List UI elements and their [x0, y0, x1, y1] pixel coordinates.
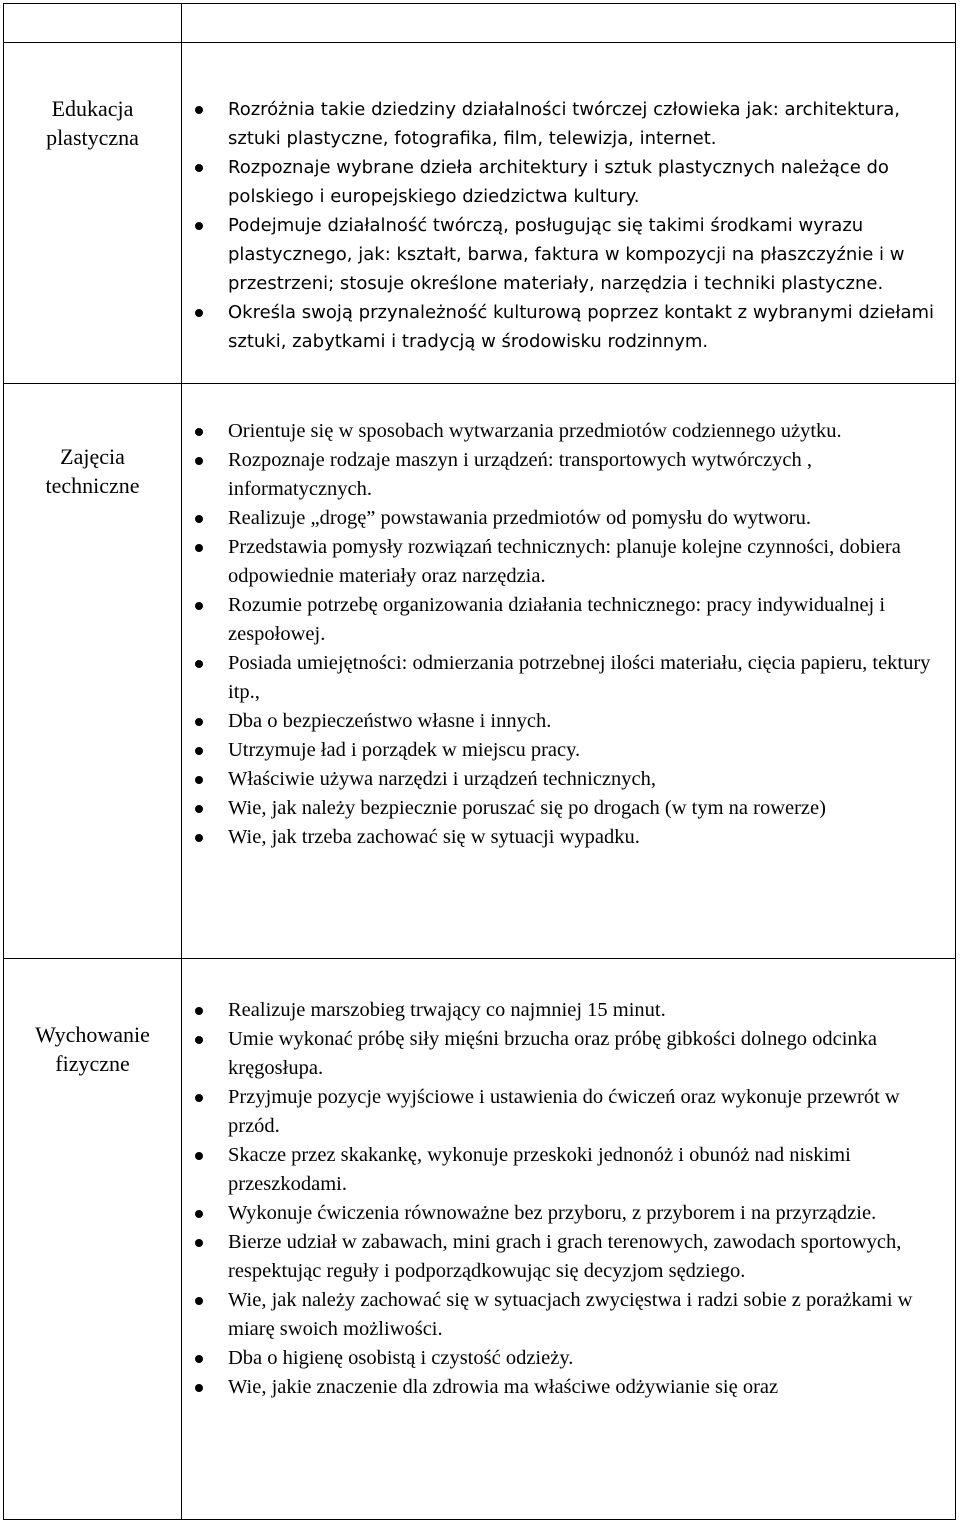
list-item: Realizuje marszobieg trwający co najmniej 15 minut. — [182, 996, 955, 1025]
list-item: Określa swoją przynależność kulturową poprzez kontakt z wybranymi dziełami sztuki, zabytkami i tradycją w środowisku rodzinnym. — [182, 298, 955, 356]
subject-title — [4, 43, 181, 152]
content-cell — [182, 959, 956, 1520]
subject-title-line: plastyczna — [46, 125, 139, 150]
list-item: Właściwie używa narzędzi i urządzeń technicznych, — [182, 765, 955, 794]
subject-cell — [4, 959, 182, 1520]
list-item: Dba o bezpieczeństwo własne i innych. — [182, 707, 955, 736]
list-item: Przyjmuje pozycje wyjściowe i ustawienia do ćwiczeń oraz wykonuje przewrót w przód. — [182, 1083, 955, 1141]
subject-cell — [4, 43, 182, 384]
list-item: Wie, jak należy bezpiecznie poruszać się po drogach (w tym na rowerze) — [182, 794, 955, 823]
list-item: Utrzymuje ład i porządek w miejscu pracy. — [182, 736, 955, 765]
list-item: Realizuje „drogę” powstawania przedmiotów od pomysłu do wytworu. — [182, 504, 955, 533]
list-item: Wykonuje ćwiczenia równoważne bez przyboru, z przyborem i na przyrządzie. — [182, 1199, 955, 1228]
content-cell — [182, 384, 956, 959]
list-item: Wie, jakie znaczenie dla zdrowia ma właściwe odżywianie się oraz — [182, 1373, 955, 1402]
list-item: Dba o higienę osobistą i czystość odzieży. — [182, 1344, 955, 1373]
list-item: Rozróżnia takie dziedziny działalności twórczej człowieka jak: architektura, sztuki plastyczne, fotografika, film, telewizja, internet. — [182, 95, 955, 153]
list-item: Umie wykonać próbę siły mięśni brzucha oraz próbę gibkości dolnego odcinka kręgosłupa. — [182, 1025, 955, 1083]
list-item: Rozpoznaje wybrane dzieła architektury i sztuk plastycznych należące do polskiego i europejskiego dziedzictwa kultury. — [182, 153, 955, 211]
list-item: Posiada umiejętności: odmierzania potrzebnej ilości materiału, cięcia papieru, tektury itp., — [182, 649, 955, 707]
subject-title-line: techniczne — [45, 473, 140, 498]
list-item: Skacze przez skakankę, wykonuje przeskoki jednonóż i obunóż nad niskimi przeszkodami. — [182, 1141, 955, 1199]
bullet-list — [182, 384, 955, 852]
list-item: Podejmuje działalność twórczą, posługując się takimi środkami wyrazu plastycznego, jak: kształt, barwa, faktura w kompozycji na płaszczyźnie i w przestrzeni; stosuje określone materiały, narzędzia i techniki plastyczne. — [182, 211, 955, 298]
subject-title-line: fizyczne — [55, 1051, 130, 1076]
bullet-list — [182, 959, 955, 1402]
subject-title — [4, 384, 181, 500]
empty-cell — [4, 4, 182, 43]
list-item: Wie, jak trzeba zachować się w sytuacji wypadku. — [182, 823, 955, 852]
table-row — [4, 384, 956, 959]
list-item: Rozumie potrzebę organizowania działania technicznego: pracy indywidualnej i zespołowej. — [182, 591, 955, 649]
table-row — [4, 43, 956, 384]
curriculum-table — [3, 3, 956, 1520]
subject-cell — [4, 384, 182, 959]
list-item: Bierze udział w zabawach, mini grach i grach terenowych, zawodach sportowych, respektując reguły i podporządkowując się decyzjom sędziego. — [182, 1228, 955, 1286]
subject-title-line: Edukacja — [51, 96, 134, 121]
subject-title — [4, 959, 181, 1078]
empty-cell — [182, 4, 956, 43]
list-item: Przedstawia pomysły rozwiązań technicznych: planuje kolejne czynności, dobiera odpowiednie materiały oraz narzędzia. — [182, 533, 955, 591]
list-item: Wie, jak należy zachować się w sytuacjach zwycięstwa i radzi sobie z porażkami w miarę swoich możliwości. — [182, 1286, 955, 1344]
list-item: Rozpoznaje rodzaje maszyn i urządzeń: transportowych wytwórczych , informatycznych. — [182, 446, 955, 504]
table-row — [4, 959, 956, 1520]
bullet-list — [182, 43, 955, 356]
subject-title-line: Wychowanie — [35, 1022, 150, 1047]
subject-title-line: Zajęcia — [60, 444, 125, 469]
content-cell — [182, 43, 956, 384]
list-item: Orientuje się w sposobach wytwarzania przedmiotów codziennego użytku. — [182, 417, 955, 446]
table-row-top — [4, 4, 956, 43]
